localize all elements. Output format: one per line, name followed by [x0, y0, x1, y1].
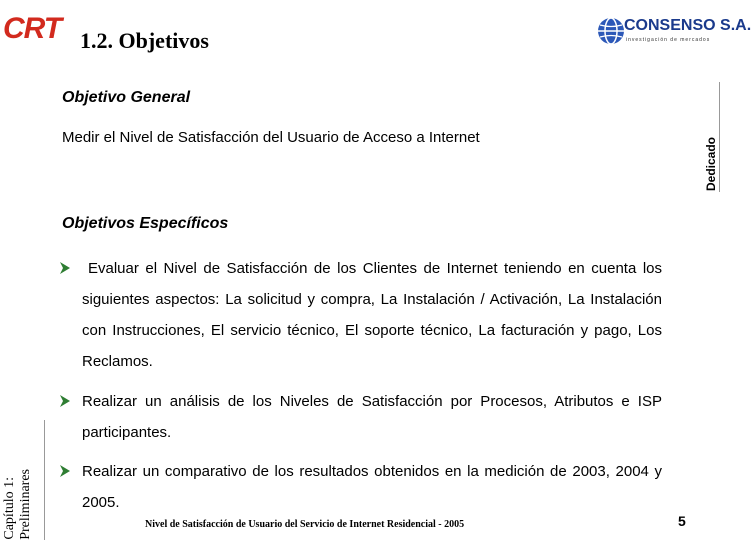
consenso-brand: CONSENSO S.A. [624, 17, 751, 34]
right-divider [719, 82, 720, 192]
arrow-bullet-icon [58, 464, 72, 478]
arrow-bullet-icon [58, 394, 72, 408]
general-objective-heading: Objetivo General [62, 89, 191, 106]
general-objective-text: Medir el Nivel de Satisfacción del Usuario de Acceso a Internet [62, 129, 480, 146]
page-title: 1.2. Objetivos [80, 28, 209, 53]
arrow-bullet-icon [58, 261, 72, 275]
list-item [82, 253, 662, 377]
list-item-text: Evaluar el Nivel de Satisfacción de los Clientes de Internet teniendo en cuenta los siguientes aspectos: La solicitud y compra, La Instalación / Activación, La Instalación con Instrucciones, El servicio técnico, El soporte técnico, La facturación y pago, Los Reclamos. [82, 260, 662, 370]
left-divider [44, 420, 45, 540]
list-item-text: Realizar un comparativo de los resultados obtenidos en la medición de 2003, 2004 y 2005. [82, 463, 662, 511]
footer-text: Nivel de Satisfacción de Usuario del Servicio de Internet Residencial - 2005 [145, 519, 465, 530]
consenso-logo [596, 14, 751, 48]
consenso-tagline: investigación de mercados [626, 37, 711, 43]
chapter-side-label [0, 416, 44, 540]
page-number: 5 [678, 513, 686, 529]
specific-objectives-heading: Objetivos Específicos [62, 215, 229, 232]
dedicado-label: Dedicado [704, 136, 718, 191]
chapter-label-line2: Preliminares [18, 469, 33, 540]
list-item [82, 386, 662, 448]
list-item [82, 456, 662, 518]
crt-logo: CRT [3, 12, 62, 45]
globe-icon [596, 16, 626, 46]
list-item-text: Realizar un análisis de los Niveles de Satisfacción por Procesos, Atributos e ISP participantes. [82, 393, 662, 441]
chapter-label-line1: Capítulo 1: [2, 477, 17, 540]
